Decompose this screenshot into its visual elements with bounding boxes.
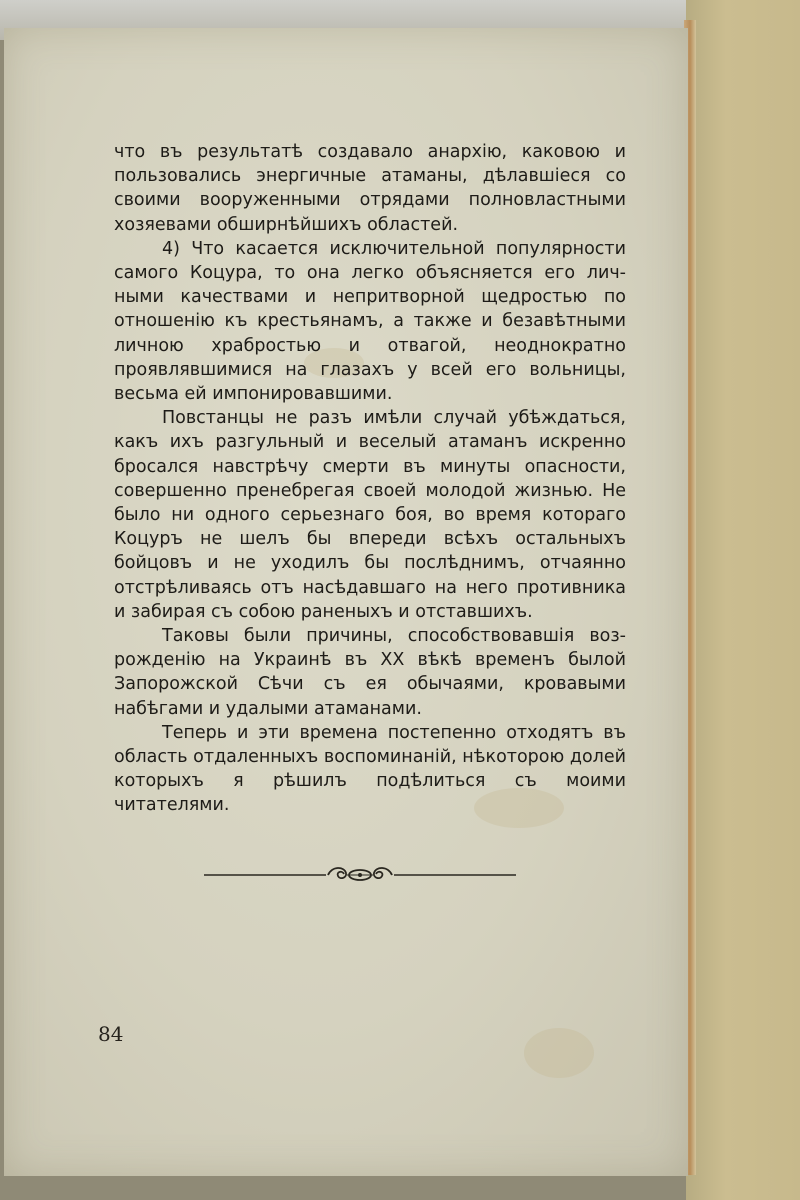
page-number: 84 bbox=[98, 1022, 124, 1046]
paragraph-1: что въ результатѣ создавало анархію, каковою и пользовались энергичные атаманы, дѣлавшіеся со своими вооруженными отрядами полновластными хозяевами обширнѣйшихъ областей. bbox=[114, 142, 626, 235]
scroll-flourish-icon bbox=[204, 860, 516, 890]
paragraph-5: Теперь и эти времена постепенно отходятъ въ область отдаленныхъ воспоминаній, нѣкоторою долей которыхъ я рѣшилъ подѣлиться съ моими читателями. bbox=[114, 722, 626, 816]
paragraph-4: Таковы были причины, способствовавшія возрожденію на Украинѣ въ XX вѣкѣ временъ былой Запорожской Сѣчи съ ея обычаями, кровавыми набѣгами и удалыми атаманами. bbox=[114, 626, 626, 719]
adjacent-page bbox=[686, 0, 800, 1200]
paper-stain bbox=[524, 1028, 594, 1078]
paragraph-3: Повстанцы не разъ имѣли случай убѣждаться, какъ ихъ разгульный и веселый атаманъ искренно бросался навстрѣчу смерти въ минуты опасности, совершенно пренебрегая своей молодой жизнью. Не было ни одного серьезнаго боя, во время котораго Коцуръ не шелъ бы впереди всѣхъ остальныхъ бойцовъ и не уходилъ бы послѣднимъ, отчаянно отстрѣливаясь отъ насѣдавшаго на него противника и забирая съ собою раненыхъ и отставшихъ. bbox=[114, 408, 626, 622]
body-text bbox=[114, 140, 626, 818]
paragraph-2: 4) Что касается исключительной популярности самого Коцура, то она легко объясняется его личными качествами и непритворной щедростью по отношенію къ крестьянамъ, а также и безавѣтными личною храбростью и отвагой, неоднократно проявлявшимися на глазахъ у всей его вольницы, весьма ей импонировавшими. bbox=[114, 238, 626, 405]
